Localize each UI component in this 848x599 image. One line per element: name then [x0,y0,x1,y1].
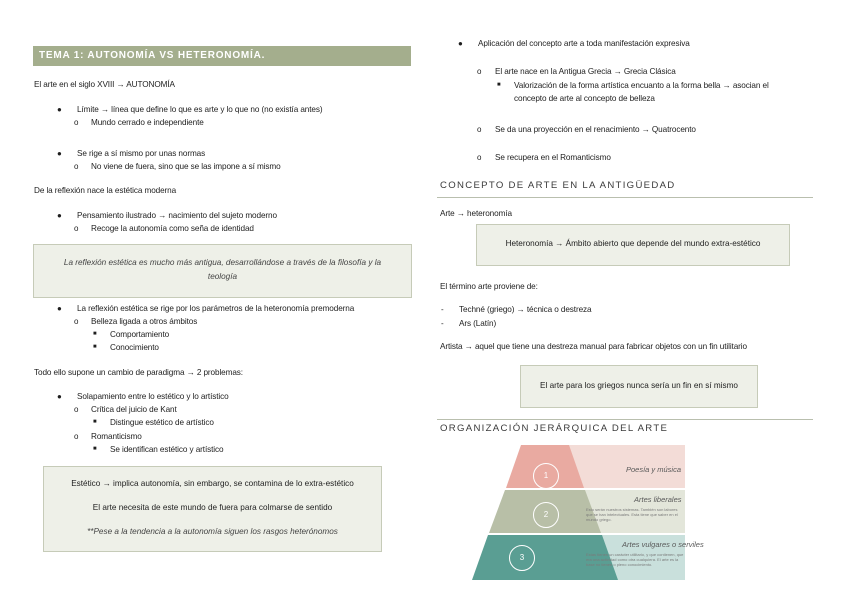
text-line: Se rige a sí mismo por unas normas [77,149,206,158]
level-label: Poesía y música [626,465,682,474]
text-line: Distingue estético de artístico [110,418,214,427]
circle-bullet-icon: o [477,67,482,76]
text-line: Pensamiento ilustrado → nacimiento del sujeto moderno [77,211,277,220]
level-number-badge: 1 [533,463,559,489]
text-line: Comportamiento [110,330,170,339]
summary-line: **Pese a la tendencia a la autonomía siguen los rasgos heterónomos [87,527,338,536]
level-number-badge: 2 [533,502,559,528]
text-line: Se recupera en el Romanticismo [495,153,611,162]
note-box [520,365,758,408]
text-line: De la reflexión nace la estética moderna [34,186,177,195]
level-description: Estas tienen un carácter utilitario, y que contienen, que era una actividad como otra cualquiera. El arte es la base no tienen o pleno conocimiento. [586,552,684,567]
summary-line: Estético → implica autonomía, sin embargo, se contamina de lo extra-estético [71,479,354,488]
square-bullet-icon: ■ [93,419,97,425]
text-line: Se da una proyección en el renacimiento → Quatrocento [495,125,696,134]
square-bullet-icon: ■ [497,82,501,88]
circle-bullet-icon: o [74,162,79,171]
circle-bullet-icon: o [74,317,79,326]
bullet-icon: ● [57,105,62,114]
bullet-icon: ● [57,392,62,401]
section-heading: ORGANIZACIÓN JERÁRQUICA DEL ARTE [440,423,669,434]
text-line: Artista → aquel que tiene una destreza manual para fabricar objetos con un fin utilitario [440,342,747,351]
text-line: Valorización de la forma artística encuanto a la forma bella → asocian el [514,81,769,90]
quote-line: teología [207,272,238,281]
text-line: Romanticismo [91,432,142,441]
topic-title: TEMA 1: AUTONOMÍA VS HETERONOMÍA. [39,50,266,61]
text-line: Arte → heteronomía [440,209,512,218]
bullet-icon: ● [57,149,62,158]
text-line: Todo ello supone un cambio de paradigma → 2 problemas: [34,368,243,377]
summary-box [43,466,382,552]
text-line: concepto de arte al concepto de belleza [514,94,655,103]
text-line: El arte en el siglo XVIII → AUTONOMÍA [34,80,175,89]
circle-bullet-icon: o [74,118,79,127]
definition-line: Heteronomía → Ámbito abierto que depende del mundo extra-estético [505,239,761,248]
square-bullet-icon: ■ [93,331,97,337]
text-line: Belleza ligada a otros ámbitos [91,317,198,326]
level-number-badge: 3 [509,545,535,571]
text-line: Crítica del juicio de Kant [91,405,177,414]
summary-line: El arte necesita de este mundo de fuera para colmarse de sentido [92,503,333,512]
text-line: Límite → línea que define lo que es arte y lo que no (no existía antes) [77,105,323,114]
dash-bullet-icon: - [441,319,444,328]
text-line: Recoge la autonomía como seña de identidad [91,224,254,233]
circle-bullet-icon: o [74,224,79,233]
definition-box [476,224,790,266]
text-line: Aplicación del concepto arte a toda manifestación expresiva [478,39,690,48]
section-divider [437,197,813,198]
text-line: Se identifican estético y artístico [110,445,224,454]
text-line: Solapamiento entre lo estético y lo artístico [77,392,229,401]
circle-bullet-icon: o [477,153,482,162]
note-line: El arte para los griegos nunca sería un fin en sí mismo [540,381,738,390]
quote-line: La reflexión estética es mucho más antigua, desarrollándose a través de la filosofía y la [63,258,382,267]
level-label: Artes liberales [634,495,682,504]
square-bullet-icon: ■ [93,446,97,452]
text-line: Techné (griego) → técnica o destreza [459,305,592,314]
text-line: La reflexión estética se rige por los parámetros de la heteronomía premoderna [77,304,355,313]
text-line: No viene de fuera, sino que se las impone a sí mismo [91,162,281,171]
bullet-icon: ● [57,304,62,313]
level-description: Esto serán nuestros sistemas. También son labores que se han intelectuales. Esta tiene que saber en el mundo griego. [586,507,678,522]
dash-bullet-icon: - [441,305,444,314]
section-divider [437,419,813,420]
square-bullet-icon: ■ [93,344,97,350]
topic-title-bar [33,46,411,66]
section-heading: CONCEPTO DE ARTE EN LA ANTIGÜEDAD [440,180,676,191]
text-line: Conocimiento [110,343,159,352]
circle-bullet-icon: o [74,405,79,414]
circle-bullet-icon: o [74,432,79,441]
quote-box [33,244,412,298]
bullet-icon: ● [57,211,62,220]
text-line: Mundo cerrado e independiente [91,118,204,127]
circle-bullet-icon: o [477,125,482,134]
bullet-icon: ● [458,39,463,48]
text-line: El término arte proviene de: [440,282,538,291]
text-line: Ars (Latín) [459,319,497,328]
level-label: Artes vulgares o serviles [622,540,704,549]
text-line: El arte nace en la Antigua Grecia → Grecia Clásica [495,67,676,76]
